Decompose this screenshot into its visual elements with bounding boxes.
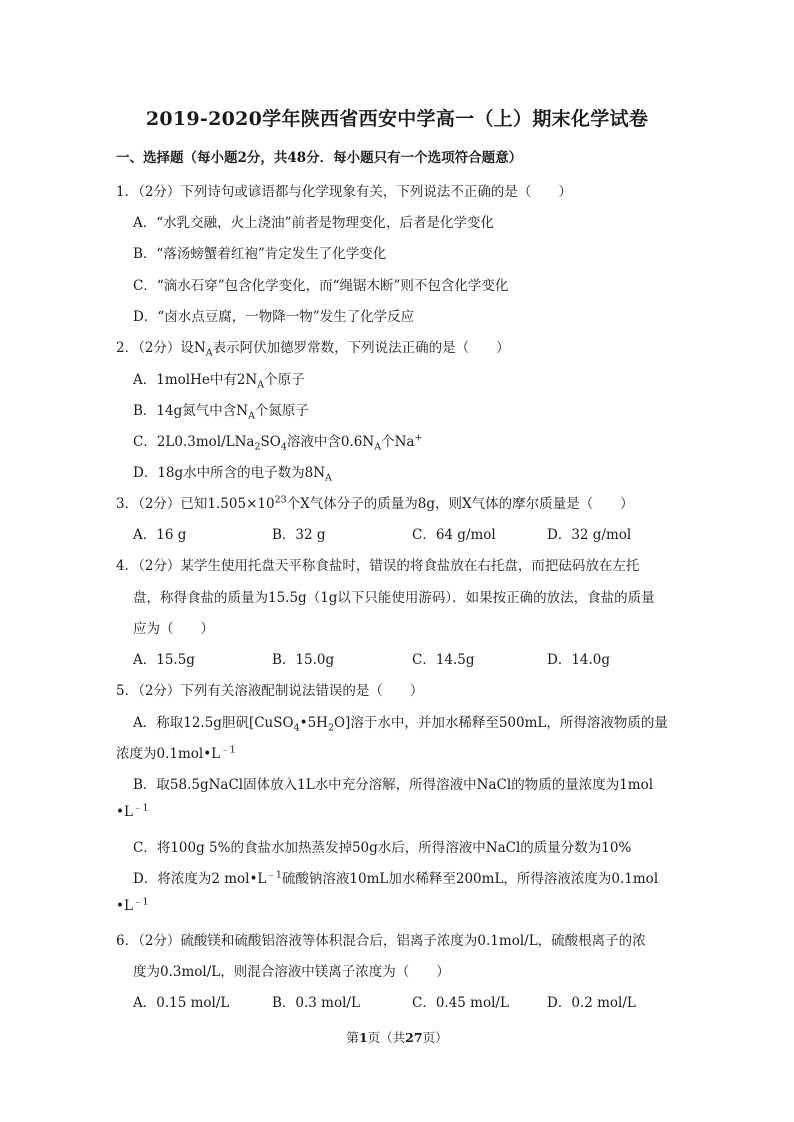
question-5-option-c: C．将100g 5%的食盐水加热蒸发掉50g水后，所得溶液中NaCl的质量分数为10% [133, 840, 632, 856]
question-4-stem-line-2: 盘，称得食盐的质量为15.5g（1g以下只能使用游码）．如果按正确的放法，食盐的质量 [133, 590, 655, 606]
question-5-option-d-line-1: D．将浓度为2 $mol•L^{﹣1}$硫酸钠溶液10mL加水稀释至200mL，所得溶液浓度为0.1mol [133, 869, 659, 887]
question-5-option-b-line-1: B．取58.5gNaCl固体放入1L水中充分溶解，所得溶液中NaCl的物质的量浓度为1mol [133, 777, 654, 793]
question-2-option-c: C．$2L0.3mol/LNa_2SO_4$溶液中含$0.6N_A$个Na+ [133, 432, 423, 453]
question-1-option-b: B．“落汤螃蟹着红袍”肯定发生了化学变化 [133, 246, 387, 262]
page-number: 1 [358, 1030, 368, 1045]
question-3-option-d: D．32 g/mol [547, 527, 632, 543]
question-1-stem: 1．（2分）下列诗句或谚语都与化学现象有关，下列说法不正确的是（ ） [116, 184, 572, 200]
question-4-option-b: B．15.0g [272, 652, 335, 668]
question-6-option-b: B．0.3 mol/L [272, 995, 360, 1011]
question-6-stem-line-1: 6．（2分）硫酸镁和硫酸铝溶液等体积混合后，铝离子浓度为0.1mol/L，硫酸根离子的浓 [116, 933, 646, 949]
question-3-stem: 3．（2分）已知$1.505\times 10^{23}$个X气体分子的质量为8g，则X气体的摩尔质量是（ ） [116, 494, 634, 512]
question-5-option-a-line-1: A．称取12.5g胆矾$[CuSO_4•5H_2O]$溶于水中，并加水稀释至500mL，所得溶液物质的量 [133, 715, 668, 734]
question-4-stem-line-3: 应为（ ） [133, 621, 214, 637]
question-5-option-d-line-2: $•L^{﹣1}$ [116, 896, 149, 914]
question-6-option-d: D．0.2 mol/L [547, 995, 636, 1011]
question-3-option-a: A．16 g [133, 527, 187, 543]
question-6-stem-line-2: 度为0.3mol/L，则混合溶液中镁离子浓度为（ ） [133, 964, 450, 980]
section-heading: 一、选择题（每小题2分，共48分．每小题只有一个选项符合题意） [116, 150, 523, 166]
question-2-option-a: A．1molHe中有$2N_A$个原子 [133, 372, 305, 391]
question-3-option-b: B．32 g [272, 527, 326, 543]
page-total: 27 [405, 1030, 423, 1045]
question-4-option-c: C．14.5g [412, 652, 475, 668]
page-footer: 第1页（共27页） [346, 1030, 448, 1045]
question-6-option-a: A．0.15 mol/L [133, 995, 230, 1011]
question-4-option-a: A．15.5g [133, 652, 195, 668]
question-1-option-d: D．“卤水点豆腐，一物降一物”发生了化学反应 [133, 309, 415, 325]
question-2-option-b: B．14g氮气中含$N_A$个氮原子 [133, 403, 309, 422]
question-1-option-a: A．“水乳交融，火上浇油”前者是物理变化，后者是化学变化 [133, 215, 495, 231]
question-1-option-c: C．“滴水石穿”包含化学变化，而“绳锯木断”则不包含化学变化 [133, 278, 509, 294]
question-4-option-d: D．14.0g [547, 652, 611, 668]
page-title: 2019-2020学年陕西省西安中学高一（上）期末化学试卷 [145, 108, 649, 130]
question-3-option-c: C．64 g/mol [412, 527, 496, 543]
question-6-option-c: C．0.45 mol/L [412, 995, 509, 1011]
question-5-stem: 5．（2分）下列有关溶液配制说法错误的是（ ） [116, 683, 424, 699]
question-5-option-b-line-2: $•L^{﹣1}$ [116, 802, 149, 820]
question-5-option-a-line-2: 浓度为$0.1mol•L^{﹣1}$ [116, 744, 236, 762]
question-2-option-d: D．18g水中所含的电子数为$8N_A$ [133, 465, 332, 484]
question-4-stem-line-1: 4．（2分）某学生使用托盘天平称食盐时，错误的将食盐放在右托盘，而把砝码放在左托 [116, 558, 640, 574]
question-2-stem: 2．（2分）设$N_A$表示阿伏加德罗常数，下列说法正确的是（ ） [116, 340, 510, 359]
